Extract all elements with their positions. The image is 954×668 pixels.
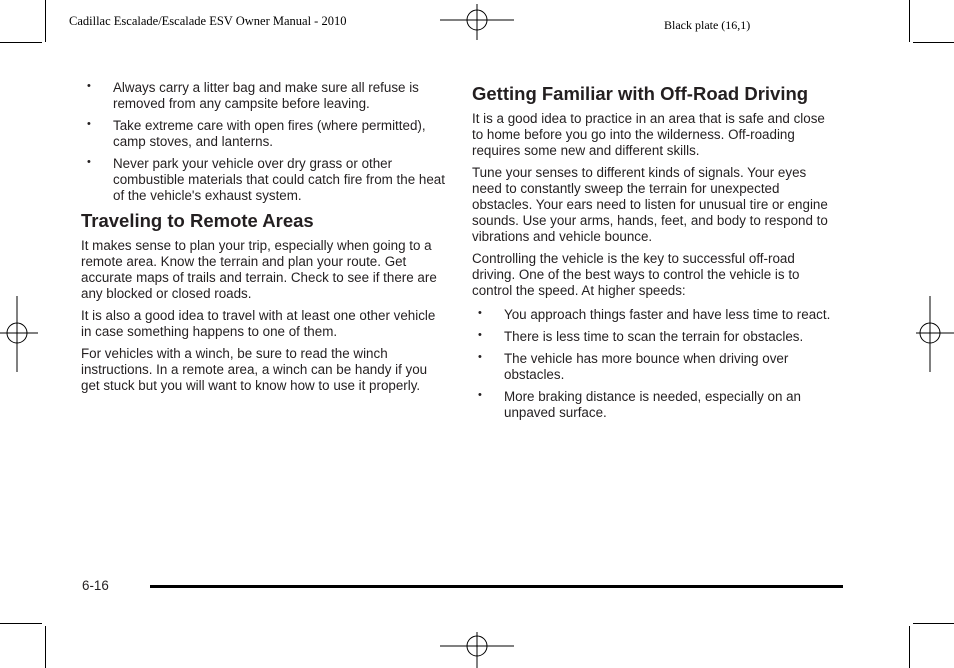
plate-label: Black plate (16,1) bbox=[664, 18, 751, 32]
bullet-icon: • bbox=[87, 118, 91, 130]
paragraph: It makes sense to plan your trip, especially when going to a remote area. Know the terrain and plan your route. Get accurate maps of trails and terrain. Check to see if there are any blocked or closed roads. bbox=[81, 238, 437, 301]
registration-mark-right bbox=[916, 296, 954, 372]
list-item: • You approach things faster and have less time to react. bbox=[478, 307, 831, 322]
section-heading-off-road: Getting Familiar with Off-Road Driving bbox=[472, 83, 809, 104]
paragraph: Controlling the vehicle is the key to successful off-road driving. One of the best ways to control the vehicle is to control the speed. At higher speeds: bbox=[472, 251, 800, 298]
list-item: • The vehicle has more bounce when driving over obstacles. bbox=[478, 351, 789, 382]
bullet-icon: • bbox=[478, 351, 482, 363]
left-column bbox=[81, 80, 445, 400]
list-item: • More braking distance is needed, especially on an unpaved surface. bbox=[478, 389, 802, 420]
bullet-icon: • bbox=[87, 80, 91, 92]
page-number: 6-16 bbox=[82, 578, 109, 593]
paragraph: Tune your senses to different kinds of signals. Your eyes need to constantly sweep the terrain for unexpected obstacles. Your ears need to listen for unusual tire or engine sounds. Use your arms, hands, feet, and body to respond to vibrations and vehicle bounce. bbox=[472, 165, 828, 244]
right-column bbox=[472, 83, 836, 427]
section-heading-remote-areas: Traveling to Remote Areas bbox=[81, 210, 314, 231]
bullet-icon: • bbox=[87, 156, 91, 168]
registration-mark-bottom bbox=[440, 630, 514, 668]
paragraph: For vehicles with a winch, be sure to read the winch instructions. In a remote area, a winch can be handy if you get stuck but you will want to know how to use it properly. bbox=[81, 346, 428, 393]
right-bullet-list bbox=[472, 307, 836, 421]
list-item: • There is less time to scan the terrain for obstacles. bbox=[478, 329, 804, 344]
list-item: • Take extreme care with open fires (where permitted), camp stoves, and lanterns. bbox=[87, 118, 426, 149]
bullet-icon: • bbox=[478, 329, 482, 341]
bullet-icon: • bbox=[478, 389, 482, 401]
list-item: • Never park your vehicle over dry grass or other combustible materials that could catch fire from the heat of the vehicle's exhaust system. bbox=[87, 156, 445, 203]
left-bullet-list bbox=[81, 80, 445, 204]
manual-title: Cadillac Escalade/Escalade ESV Owner Manual - 2010 bbox=[69, 14, 347, 28]
footer-rule bbox=[150, 585, 843, 588]
paragraph: It is also a good idea to travel with at least one other vehicle in case something happens to one of them. bbox=[81, 308, 436, 339]
bullet-icon: • bbox=[478, 307, 482, 319]
list-item: • Always carry a litter bag and make sure all refuse is removed from any campsite before leaving. bbox=[87, 80, 419, 111]
paragraph: It is a good idea to practice in an area that is safe and close to home before you go into the wilderness. Off-roading requires some new and different skills. bbox=[472, 111, 825, 158]
registration-mark-top bbox=[440, 4, 514, 42]
registration-mark-left bbox=[0, 296, 38, 372]
